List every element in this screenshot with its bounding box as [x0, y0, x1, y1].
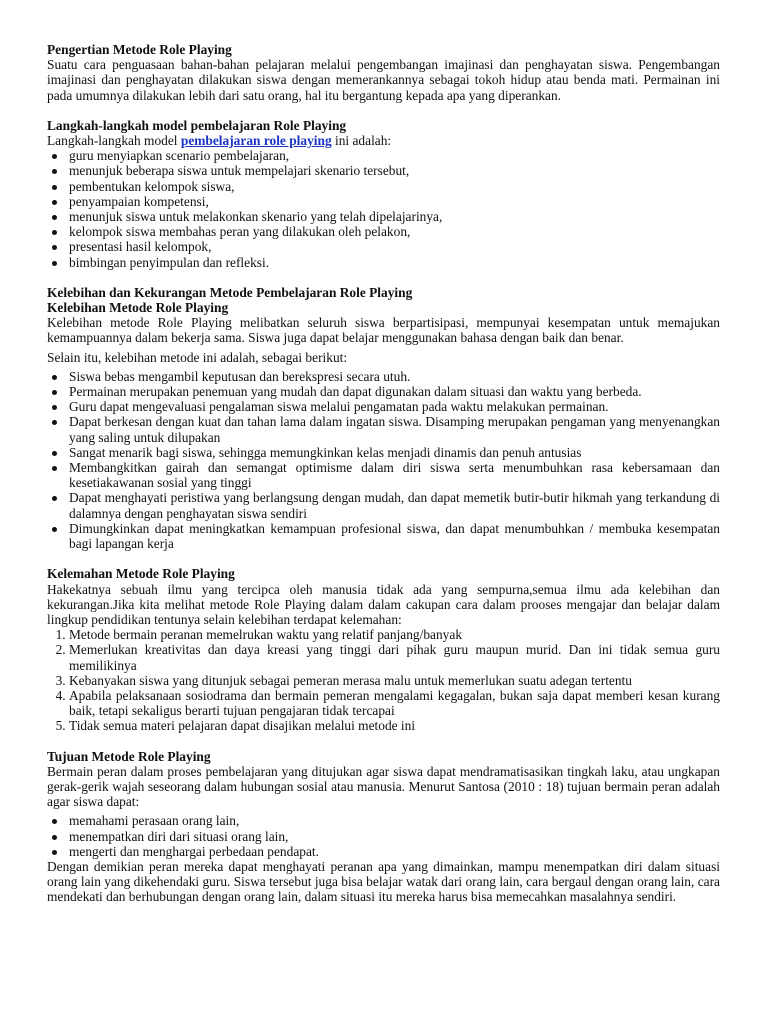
list-item: Membangkitkan gairah dan semangat optimisme dalam diri siswa serta menumbuhkan rasa kebersamaan dan kesetiakawanan sosial yang tinggi [69, 460, 720, 491]
paragraph-kelebihan-intro: Selain itu, kelebihan metode ini adalah, sebagai berikut: [47, 349, 348, 365]
list-item: 5. Tidak semua materi pelajaran dapat disajikan melalui metode ini [69, 718, 720, 733]
list-kelemahan [47, 627, 720, 733]
paragraph-tujuan: Bermain peran dalam proses pembelajaran yang ditujukan agar siswa dapat mendramatisasikan tingkah laku, atau ungkapan gerak-gerik wajah seseorang dalam hubungan sosial atau manusia. Menurut Santosa (2010 : 18) tujuan bermain peran adalah agar siswa dapat: [47, 763, 720, 810]
heading-kelebihan-kekurangan: Kelebihan dan Kekurangan Metode Pembelajaran Role Playing [47, 284, 413, 300]
list-item: Sangat menarik bagi siswa, sehingga memungkinkan kelas menjadi dinamis dan penuh antusias [69, 445, 720, 460]
list-langkah [47, 148, 720, 270]
list-item: Permainan merupakan penemuan yang mudah dan dapat digunakan dalam situasi dan waktu yang berbeda. [69, 384, 720, 399]
paragraph-tujuan-closing: Dengan demikian peran mereka dapat menghayati peranan apa yang dimainkan, mampu menempatkan diri dalam situasi orang lain yang dikehendaki guru. Siswa tersebut juga bisa belajar watak dari orang lain, cara bergaul dengan orang lain, cara mendekati dan berhubungan dengan orang lain, dalam situasi itu mereka harus bisa memecahkan masalahnya sendiri. [47, 858, 720, 905]
heading-kelemahan: Kelemahan Metode Role Playing [47, 566, 235, 582]
intro-text-after: ini adalah: [331, 133, 392, 149]
section-tujuan [47, 749, 720, 905]
list-item: Siswa bebas mengambil keputusan dan berekspresi secara utuh. [69, 369, 720, 384]
list-item: 3. Kebanyakan siswa yang ditunjuk sebagai pemeran merasa malu untuk memerlukan suatu adegan tertentu [69, 673, 720, 688]
list-item: 2. Memerlukan kreativitas dan daya kreasi yang tinggi dari pihak guru maupun murid. Dan ini tidak semua guru memilikinya [69, 642, 720, 672]
list-item: memahami perasaan orang lain, [69, 813, 720, 828]
list-item: presentasi hasil kelompok, [69, 239, 720, 254]
list-item: Dapat menghayati peristiwa yang berlangsung dengan mudah, dan dapat memetik butir-butir hikmah yang terkandung di dalamnya dengan penghayatan siswa sendiri [69, 490, 720, 521]
list-item: bimbingan penyimpulan dan refleksi. [69, 255, 720, 270]
subheading-kelebihan: Kelebihan Metode Role Playing [47, 300, 229, 316]
list-item: menempatkan diri dari situasi orang lain, [69, 829, 720, 844]
list-item: 4. Apabila pelaksanaan sosiodrama dan bermain pemeran mengalami kegagalan, bukan saja dapat memberi kesan kurang baik, tetapi sekaligus berarti tujuan pengajaran tidak tercapai [69, 688, 720, 718]
list-item: menunjuk beberapa siswa untuk mempelajari skenario tersebut, [69, 163, 720, 178]
heading-pengertian: Pengertian Metode Role Playing [47, 42, 232, 57]
link-pembelajaran-role-playing[interactable]: pembelajaran role playing [180, 133, 332, 149]
list-item: 1. Metode bermain peranan memelrukan waktu yang relatif panjang/banyak [69, 627, 720, 642]
paragraph-pengertian: Suatu cara penguasaan bahan-bahan pelajaran melalui pengembangan imajinasi dan penghayatan siswa. Pengembangan imajinasi dan penghayatan dilakukan siswa dengan memerankannya sebagai tokoh hidup atau benda mati. Permainan ini pada umumnya dilakukan lebih dari satu orang, hal itu bergantung kepada apa yang diperankan. [47, 57, 720, 103]
intro-text-before: Langkah-langkah model [47, 133, 181, 149]
list-tujuan [47, 813, 720, 859]
list-item: penyampaian kompetensi, [69, 194, 720, 209]
section-langkah [47, 118, 720, 270]
list-item: pembentukan kelompok siswa, [69, 179, 720, 194]
paragraph-kelemahan: Hakekatnya sebuah ilmu yang tercipca oleh manusia tidak ada yang sempurna,semua ilmu ada kelebihan dan kekurangan.Jika kita melihat metode Role Playing dalam dalam cakupan cara dalam prooses mengajar dan belajar dalam lingkup pendidikan tentunya selain kelebihan terdapat kelemahan: [47, 581, 720, 627]
paragraph-langkah-intro [47, 133, 720, 148]
heading-tujuan: Tujuan Metode Role Playing [47, 748, 211, 764]
section-pengertian [47, 42, 720, 103]
list-item: Dapat berkesan dengan kuat dan tahan lama dalam ingatan siswa. Disamping merupakan pengaman yang menyenangkan yang saling untuk dilupakan [69, 414, 720, 445]
section-kelemahan [47, 566, 720, 733]
heading-langkah: Langkah-langkah model pembelajaran Role Playing [47, 117, 347, 133]
list-item: kelompok siswa membahas peran yang dilakukan oleh pelakon, [69, 224, 720, 239]
list-item: Dimungkinkan dapat meningkatkan kemampuan profesional siswa, dan dapat menumbuhkan / membuka kesempatan bagi lapangan kerja [69, 520, 720, 552]
list-item: Guru dapat mengevaluasi pengalaman siswa melalui pengamatan pada waktu melakukan permainan. [69, 399, 720, 414]
section-kelebihan [47, 285, 720, 551]
paragraph-kelebihan: Kelebihan metode Role Playing melibatkan seluruh siswa berpartisipasi, mempunyai kesempatan untuk memajukan kemampuannya dalam bekerja sama. Siswa juga dapat belajar menggunakan bahasa dengan baik dan benar. [47, 315, 720, 346]
list-item: mengerti dan menghargai perbedaan pendapat. [69, 844, 720, 859]
list-item: guru menyiapkan scenario pembelajaran, [69, 148, 720, 163]
list-item: menunjuk siswa untuk melakonkan skenario yang telah dipelajarinya, [69, 209, 720, 224]
list-kelebihan [47, 369, 720, 551]
